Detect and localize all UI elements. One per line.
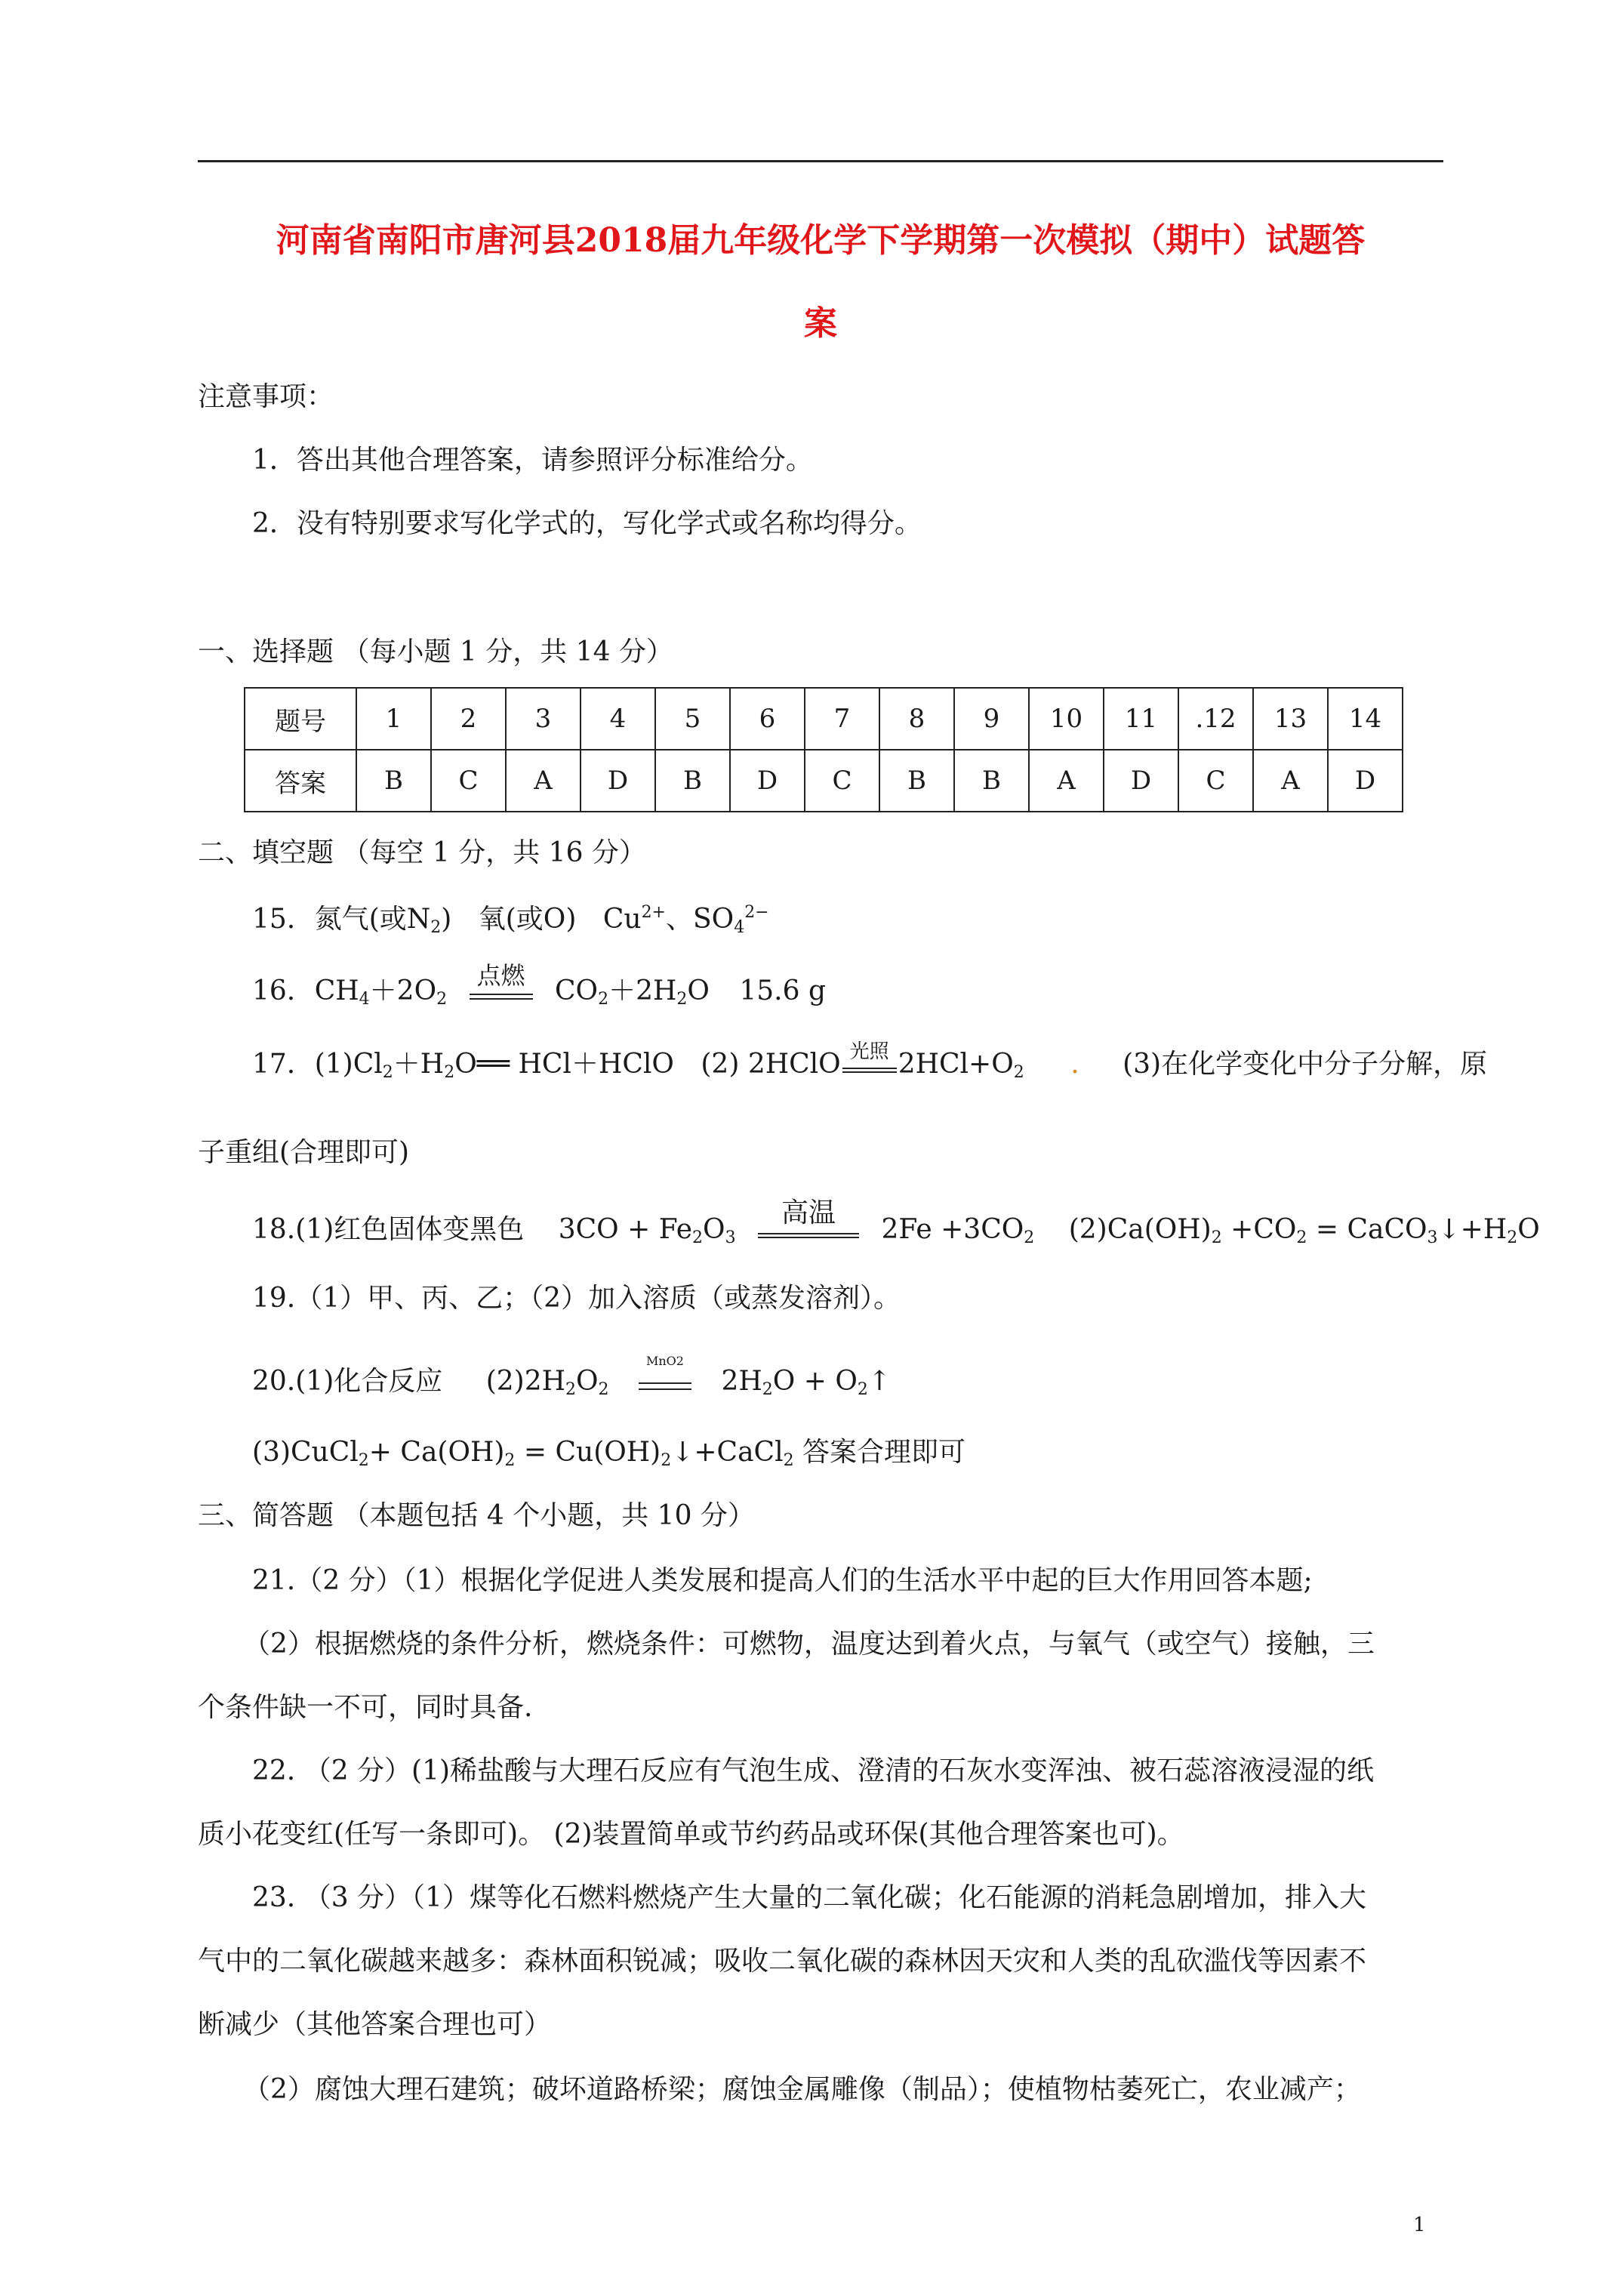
q21-line-2: （2）根据燃烧的条件分析，燃烧条件：可燃物，温度达到着火点，与氧气（或空气）接触，三 [243, 1629, 1375, 1660]
table-cell-number: 6 [730, 688, 805, 750]
q18-subscript-4: 2 [1211, 1228, 1222, 1247]
section1-heading: 一、选择题 （每小题 1 分，共 14 分） [198, 636, 673, 667]
page-title-continued: 案 [804, 304, 837, 343]
table-cell-number: 5 [655, 688, 730, 750]
answer-table [244, 687, 1403, 812]
q18-part-2e: O [1517, 1214, 1540, 1245]
q15-superscript: 2+ [641, 903, 666, 922]
notes-heading: 注意事项： [198, 381, 334, 412]
q18-subscript-7: 2 [1507, 1228, 1518, 1247]
table-cell-answer: B [954, 750, 1029, 812]
q15-number: 15. [252, 904, 296, 935]
q16-subscript-4: 2 [676, 990, 688, 1009]
q20-part-3d: ↓+CaCl [671, 1437, 784, 1468]
table-cell-answer: B [655, 750, 730, 812]
q20-part-2b: O [576, 1366, 599, 1397]
q16-mass: 15.6 g [739, 975, 826, 1006]
table-cell-answer: B [356, 750, 431, 812]
q22-line-1: 22. （2 分）(1)稀盐酸与大理石反应有气泡生成、澄清的石灰水变浑浊、被石蕊溶液浸湿的纸 [252, 1755, 1375, 1786]
q18-subscript-5: 2 [1296, 1228, 1307, 1247]
question-19: 19.（1）甲、丙、乙；（2）加入溶质（或蒸发溶剂）。 [252, 1283, 901, 1314]
table-row-label: 答案 [245, 750, 356, 812]
question-20-part-3 [252, 1439, 965, 1469]
q20-subscript-5: 2 [358, 1451, 369, 1470]
q17-part-3: (3)在化学变化中分子分解，原 [1123, 1049, 1488, 1080]
q20-part-2: (2)2H [485, 1366, 566, 1397]
q18-condition: 高温 [781, 1197, 836, 1228]
table-cell-answer: C [1178, 750, 1253, 812]
table-cell-answer: D [581, 750, 655, 812]
q20-part-3b: + Ca(OH) [368, 1437, 505, 1468]
q15-answer-b: 氧(或O) [478, 904, 577, 935]
table-cell-answer: A [1253, 750, 1328, 812]
q17-part-1c: O══ HCl＋HClO [454, 1049, 674, 1080]
table-cell-number: 9 [954, 688, 1029, 750]
section3-heading: 三、简答题 （本题包括 4 个小题，共 10 分） [198, 1500, 755, 1531]
q17-continuation: 子重组(合理即可) [198, 1137, 410, 1168]
table-cell-number: 4 [581, 688, 655, 750]
q18-part-2c: = CaCO [1307, 1214, 1427, 1245]
q15-subscript: 2 [430, 918, 442, 937]
q15-answer-c: Cu [602, 904, 642, 935]
table-cell-number: .12 [1178, 688, 1253, 750]
table-cell-number: 1 [356, 688, 431, 750]
q20-part-3: (3)CuCl [252, 1437, 359, 1468]
q17-subscript: 2 [382, 1063, 393, 1082]
q16-number: 16. [252, 975, 296, 1006]
q16-reactant-1: CH [314, 975, 359, 1006]
table-cell-number: 2 [431, 688, 506, 750]
note-item-2: 2．没有特别要求写化学式的，写化学式或名称均得分。 [252, 508, 922, 539]
q18-equation-c: 2Fe +3CO [881, 1214, 1024, 1245]
note-item-1: 1．答出其他合理答案，请参照评分标准给分。 [252, 445, 813, 476]
table-cell-answer: B [879, 750, 954, 812]
q21-line-3: 个条件缺一不可，同时具备. [198, 1692, 533, 1723]
q15-subscript-2: 4 [734, 918, 745, 937]
table-cell-answer: D [730, 750, 805, 812]
q16-subscript-2: 2 [436, 990, 448, 1009]
q17-number: 17. [252, 1049, 296, 1080]
q20-number: 20. [252, 1366, 296, 1397]
table-cell-answer: A [506, 750, 581, 812]
q20-subscript-7: 2 [661, 1451, 672, 1470]
table-cell-number: 7 [805, 688, 879, 750]
q17-condition-arrow [842, 1040, 897, 1073]
q17-part-1b: ＋H [393, 1049, 445, 1080]
table-cell-number: 8 [879, 688, 954, 750]
q17-part-2: (2) 2HClO [701, 1049, 841, 1080]
table-cell-number: 3 [506, 688, 581, 750]
table-cell-number: 11 [1104, 688, 1178, 750]
q20-condition: MnO2 [645, 1354, 684, 1368]
question-20 [252, 1354, 891, 1399]
table-cell-answer: C [805, 750, 879, 812]
q15-superscript-2: 2− [744, 903, 769, 922]
q16-subscript: 4 [359, 990, 370, 1009]
table-cell-number: 13 [1253, 688, 1328, 750]
section2-heading: 二、填空题 （每空 1 分，共 16 分） [198, 837, 646, 868]
q20-part-1: (1)化合反应 [295, 1366, 443, 1397]
q17-part-2b: 2HCl+O [898, 1049, 1014, 1080]
table-row-label: 题号 [245, 688, 356, 750]
table-cell-answer: A [1029, 750, 1104, 812]
q18-part-2d: ↓+H [1437, 1214, 1508, 1245]
question-15 [252, 905, 769, 936]
q20-condition-arrow [639, 1354, 691, 1390]
q22-line-2: 质小花变红(任写一条即可)。 (2)装置简单或节约药品或环保(其他合理答案也可)。 [198, 1819, 1184, 1850]
q18-number: 18. [252, 1214, 296, 1245]
q23-line-4: （2）腐蚀大理石建筑；破坏道路桥梁；腐蚀金属雕像（制品）；使植物枯萎死亡，农业减产； [243, 2074, 1361, 2105]
q18-condition-arrow [758, 1197, 859, 1238]
q17-condition: 光照 [849, 1040, 889, 1063]
q16-subscript-3: 2 [598, 990, 609, 1009]
question-18 [252, 1197, 1540, 1247]
q20-part-2e: ↑ [867, 1366, 891, 1397]
q20-subscript-2: 2 [598, 1380, 609, 1399]
q20-part-2c: 2H [721, 1366, 762, 1397]
q20-subscript-6: 2 [504, 1451, 516, 1470]
q18-equation-a: 3CO + Fe [558, 1214, 693, 1245]
q23-line-2: 气中的二氧化碳越来越多：森林面积锐减；吸收二氧化碳的森林因天灾和人类的乱砍滥伐等因素不 [198, 1946, 1367, 1977]
q20-subscript-4: 2 [857, 1380, 868, 1399]
q16-condition-arrow [470, 961, 533, 1000]
q21-line-1: 21.（2 分）（1）根据化学促进人类发展和提高人们的生活水平中起的巨大作用回答本题; [252, 1565, 1313, 1596]
q15-answer-d: 、SO [666, 904, 735, 935]
q18-subscript: 2 [692, 1228, 704, 1247]
table-row-answers [245, 750, 1403, 812]
q20-subscript-8: 2 [783, 1451, 794, 1470]
page-title: 河南省南阳市唐河县2018届九年级化学下学期第一次模拟（期中）试题答 [276, 221, 1366, 260]
q20-part-2d: O + O [772, 1366, 858, 1397]
question-16 [252, 961, 826, 1009]
question-17: 17. $(1)Cl_2+H_2O══$ HCl＋HClO (2) 2HClO 光照 $2HCl+O_2$ . (3)在化学变化中分子分解，原 [252, 1040, 1488, 1082]
table-cell-answer: C [431, 750, 506, 812]
q16-product-2: ＋2H [608, 975, 677, 1006]
q20-part-3e: 答案合理即可 [793, 1437, 966, 1468]
table-cell-answer: D [1328, 750, 1403, 812]
table-row-numbers [245, 688, 1403, 750]
table-cell-number: 14 [1328, 688, 1403, 750]
q18-subscript-6: 3 [1427, 1228, 1438, 1247]
q18-part-2b: +CO [1221, 1214, 1297, 1245]
q17-part-1: (1)Cl [314, 1049, 383, 1080]
q23-line-3: 断减少（其他答案合理也可） [198, 2009, 552, 2040]
q17-subscript-3: 2 [1013, 1063, 1024, 1082]
q16-product-1: CO [555, 975, 599, 1006]
q15-answer-a: 氮气(或N [314, 904, 431, 935]
q18-equation-b: O [703, 1214, 725, 1245]
header-rule [198, 160, 1443, 162]
q17-subscript-2: 2 [444, 1063, 455, 1082]
q18-subscript-3: 2 [1024, 1228, 1035, 1247]
q15-answer-a-end: ) [441, 904, 452, 935]
page-number: 1 [1413, 2214, 1426, 2236]
q18-part-1: (1)红色固体变黑色 [295, 1214, 525, 1245]
q16-product-3: O [687, 975, 710, 1006]
q20-subscript-3: 2 [762, 1380, 773, 1399]
q18-subscript-2: 3 [725, 1228, 736, 1247]
q20-subscript: 2 [565, 1380, 577, 1399]
q16-reactant-2: ＋2O [369, 975, 437, 1006]
table-cell-answer: D [1104, 750, 1178, 812]
q23-line-1: 23. （3 分）（1）煤等化石燃料燃烧产生大量的二氧化碳；化石能源的消耗急剧增加，排入大 [252, 1882, 1366, 1913]
q18-part-2: (2)Ca(OH) [1068, 1214, 1212, 1245]
q16-condition: 点燃 [476, 961, 525, 990]
q20-part-3c: = Cu(OH) [515, 1437, 661, 1468]
table-cell-number: 10 [1029, 688, 1104, 750]
